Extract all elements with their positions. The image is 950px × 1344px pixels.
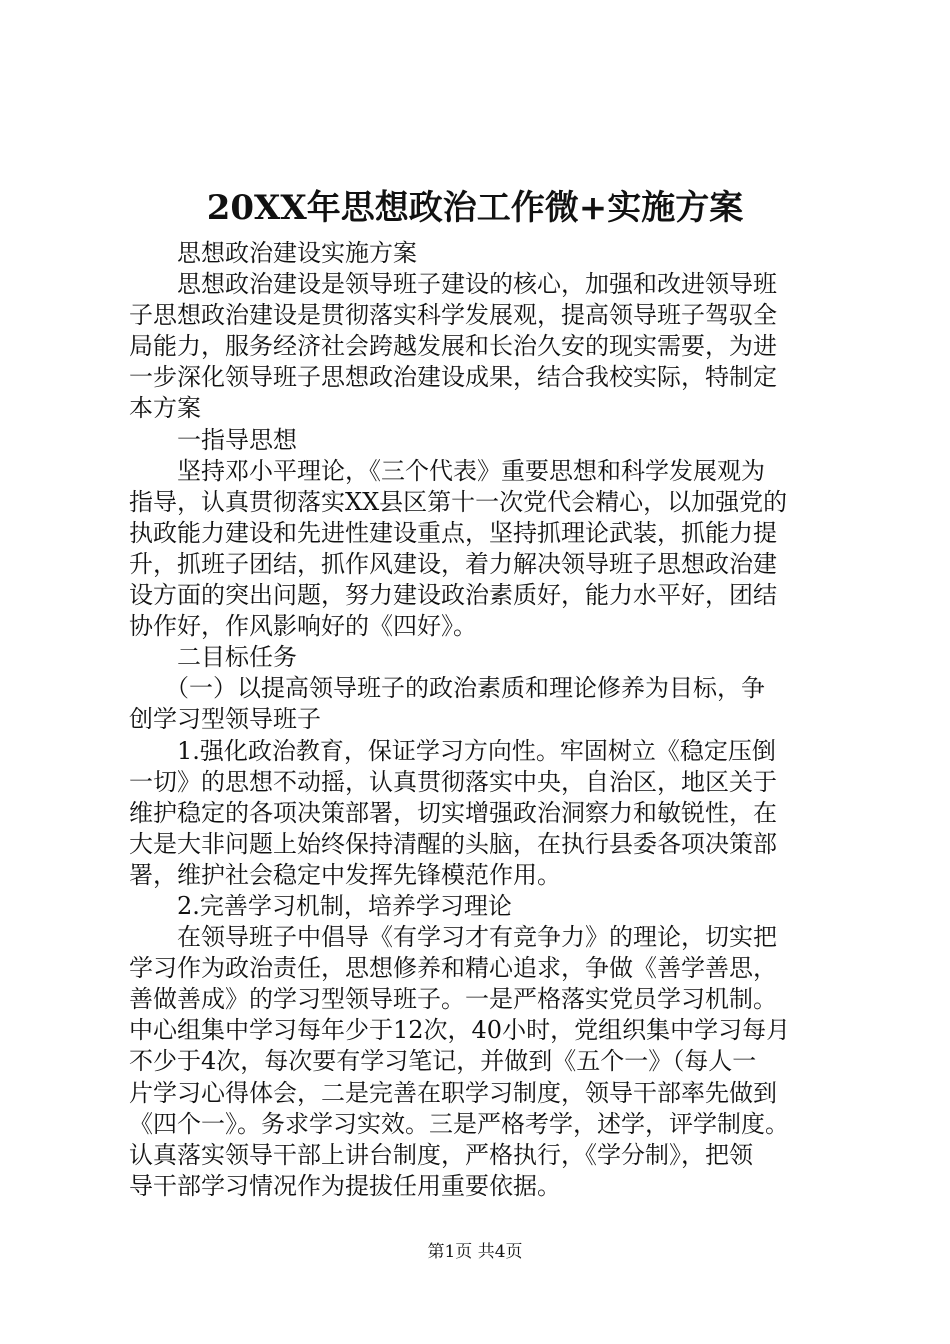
text-line: 一步深化领导班子思想政治建设成果，结合我校实际，特制定 bbox=[129, 363, 777, 392]
text-line: 不少于4次，每次要有学习笔记，并做到《五个一》（每人一 bbox=[129, 1047, 757, 1076]
text-line: 协作好，作风影响好的《四好》。 bbox=[129, 612, 477, 641]
text-line: 创学习型领导班子 bbox=[129, 705, 321, 734]
text-line: 执政能力建设和先进性建设重点，坚持抓理论武装，抓能力提 bbox=[129, 518, 777, 547]
text-line: 升，抓班子团结，抓作风建设，着力解决领导班子思想政治建 bbox=[129, 549, 777, 578]
text-line: 一切》的思想不动摇，认真贯彻落实中央，自治区，地区关于 bbox=[129, 767, 777, 796]
text-line: 思想政治建设实施方案 bbox=[129, 239, 417, 267]
text-line: 局能力，服务经济社会跨越发展和长治久安的现实需要，为进 bbox=[129, 332, 777, 361]
text-line: 二目标任务 bbox=[129, 643, 297, 672]
document-title: 20XX年思想政治工作微+实施方案 bbox=[206, 188, 744, 228]
text-line: 认真落实领导干部上讲台制度，严格执行，《学分制》，把领 bbox=[129, 1140, 753, 1169]
text-line: 坚持邓小平理论，《三个代表》重要思想和科学发展观为 bbox=[129, 456, 765, 485]
text-line: 《四个一》。务求学习实效。三是严格考学，述学，评学制度。 bbox=[129, 1109, 789, 1138]
page-number-footer: 第1页 共4页 bbox=[427, 1242, 523, 1262]
text-line: 本方案 bbox=[129, 394, 201, 423]
document-body bbox=[129, 238, 841, 1202]
text-line: 思想政治建设是领导班子建设的核心，加强和改进领导班 bbox=[129, 270, 777, 299]
text-line: 学习作为政治责任，思想修养和精心追求，争做《善学善思， bbox=[129, 954, 777, 983]
text-line: 设方面的突出问题，努力建设政治素质好，能力水平好，团结 bbox=[129, 581, 777, 610]
text-line: 署，维护社会稳定中发挥先锋模范作用。 bbox=[129, 860, 561, 889]
text-line: 1.强化政治教育，保证学习方向性。牢固树立《稳定压倒 bbox=[129, 736, 776, 765]
text-line: 导干部学习情况作为提拔任用重要依据。 bbox=[129, 1171, 561, 1200]
text-line: 维护稳定的各项决策部署，切实增强政治洞察力和敏锐性，在 bbox=[129, 798, 777, 827]
text-line: 片学习心得体会，二是完善在职学习制度，领导干部率先做到 bbox=[129, 1078, 777, 1107]
text-line: 子思想政治建设是贯彻落实科学发展观，提高领导班子驾驭全 bbox=[129, 301, 777, 330]
text-line: 大是大非问题上始终保持清醒的头脑，在执行县委各项决策部 bbox=[129, 829, 777, 858]
text-line: （一）以提高领导班子的政治素质和理论修养为目标，争 bbox=[129, 674, 765, 703]
text-line: 指导，认真贯彻落实XX县区第十一次党代会精心，以加强党的 bbox=[129, 487, 788, 516]
text-line: 2.完善学习机制，培养学习理论 bbox=[129, 891, 512, 920]
text-line: 一指导思想 bbox=[129, 425, 297, 454]
text-line: 在领导班子中倡导《有学习才有竞争力》的理论，切实把 bbox=[129, 923, 777, 952]
text-line: 善做善成》的学习型领导班子。一是严格落实党员学习机制。 bbox=[129, 985, 777, 1014]
text-line: 中心组集中学习每年少于12次，40小时，党组织集中学习每月 bbox=[129, 1016, 791, 1045]
